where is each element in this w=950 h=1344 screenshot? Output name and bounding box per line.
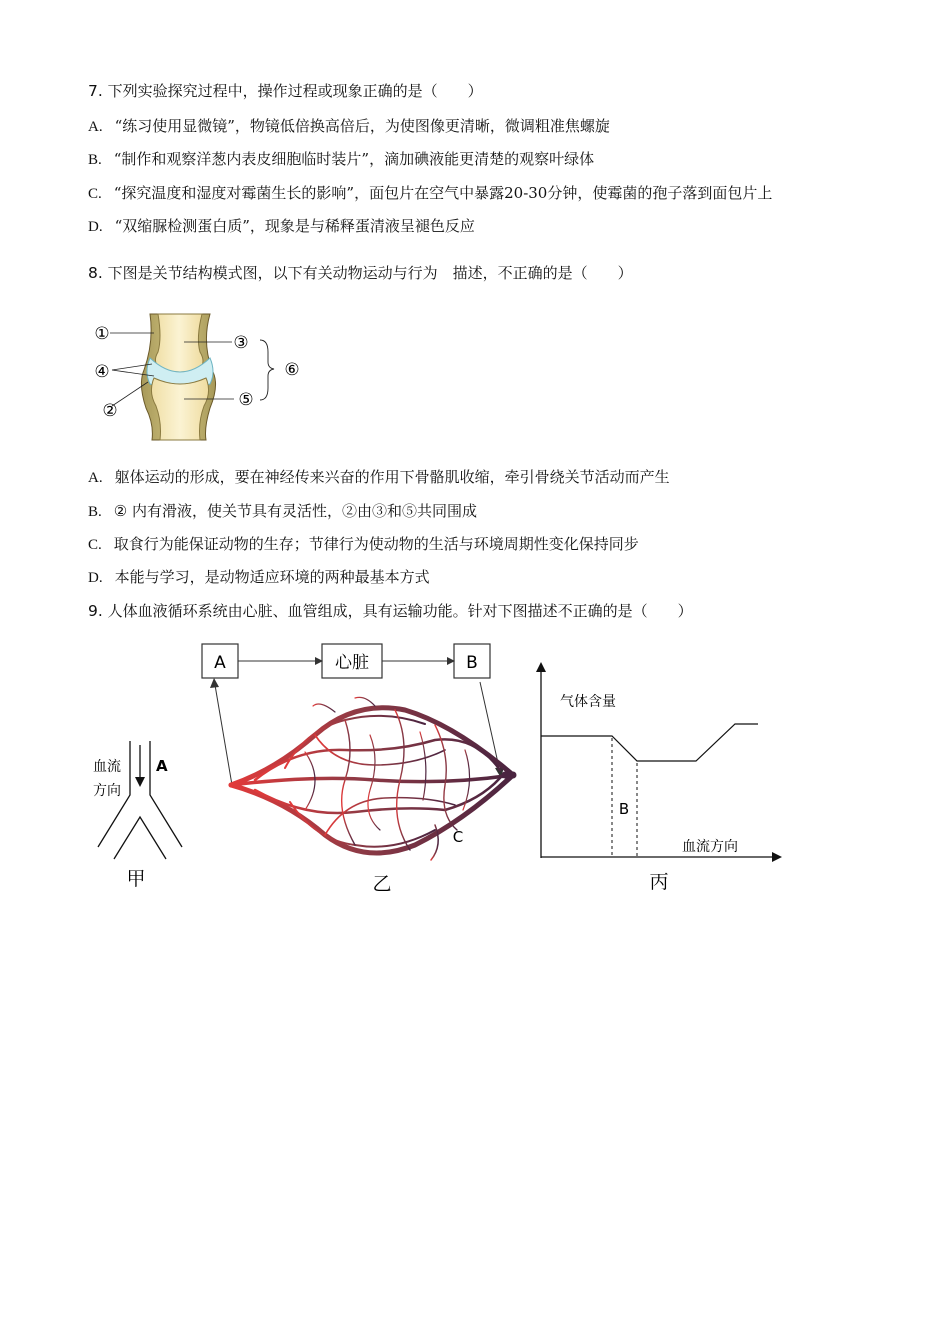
- q8-option-a: A. 躯体运动的形成，要在神经传来兴奋的作用下骨骼肌收缩，牵引骨绕关节活动而产生: [88, 468, 670, 486]
- jia-flow-label-1: 血流: [93, 759, 121, 775]
- jia-vessel-fork: [114, 817, 166, 859]
- q7-option-d: D. “双缩脲检测蛋白质”，现象是与稀释蛋清液呈褪色反应: [88, 217, 475, 235]
- q8-option-b: B. ② 内有滑液，使关节具有灵活性，②由③和⑤共同围成: [88, 502, 477, 520]
- jia-flow-label-2: 方向: [93, 783, 121, 799]
- joint-diagram: [88, 312, 318, 442]
- yi-box-heart-label: 心脏: [335, 653, 369, 673]
- bing-gas-curve: [541, 724, 758, 761]
- bing-xlabel: 血流方向: [682, 839, 738, 855]
- yi-box-b-label: B: [466, 653, 478, 673]
- joint-label-4: ④: [94, 362, 110, 382]
- yi-box-a-label: A: [214, 653, 226, 673]
- q8-stem: [88, 262, 633, 283]
- jia-vessel-label: A: [156, 757, 168, 775]
- figure-bing: [520, 658, 785, 895]
- joint-head: [155, 314, 203, 372]
- bing-segment-label: B: [618, 800, 630, 818]
- q7-stem: [88, 80, 483, 101]
- q9-number: 9.: [88, 602, 103, 620]
- q8-stem-text: 下图是关节结构模式图，以下有关动物运动与行为 描述，不正确的是（ ）: [107, 264, 633, 282]
- q8-option-c: C. 取食行为能保证动物的生存；节律行为使动物的生活与环境周期性变化保持同步: [88, 535, 639, 553]
- bing-caption: 丙: [649, 871, 669, 893]
- yi-capillary-network: [231, 697, 513, 860]
- q8-number: 8.: [88, 264, 103, 282]
- joint-label-2: ②: [102, 401, 118, 421]
- joint-socket: [151, 378, 208, 440]
- joint-label-5: ⑤: [238, 390, 254, 410]
- yi-caption: 乙: [372, 873, 392, 895]
- jia-caption: 甲: [126, 868, 146, 890]
- q7-option-c: C. “探究温度和湿度对霉菌生长的影响”，面包片在空气中暴露20-30分钟，使霉菌的孢子落到面包片上: [88, 184, 773, 202]
- figure-yi: [195, 640, 525, 895]
- q7-option-b: B. “制作和观察洋葱内表皮细胞临时装片”，滴加碘液能更清楚的观察叶绿体: [88, 150, 595, 168]
- q7-stem-text: 下列实验探究过程中，操作过程或现象正确的是（ ）: [107, 82, 483, 100]
- bing-ylabel: 气体含量: [560, 694, 616, 710]
- joint-label-1: ①: [94, 324, 110, 344]
- figure-jia: [88, 735, 198, 895]
- joint-label-6: ⑥: [284, 360, 300, 380]
- q8-option-d: D. 本能与学习，是动物适应环境的两种最基本方式: [88, 568, 430, 586]
- q7-number: 7.: [88, 82, 103, 100]
- q7-option-a: A. “练习使用显微镜”，物镜低倍换高倍后，为使图像更清晰，微调粗准焦螺旋: [88, 117, 610, 135]
- yi-capillary-label: C: [452, 828, 464, 846]
- q9-stem: [88, 600, 693, 621]
- q9-stem-text: 人体血液循环系统由心脏、血管组成，具有运输功能。针对下图描述不正确的是（ ）: [107, 602, 693, 620]
- joint-label-3: ③: [233, 333, 249, 353]
